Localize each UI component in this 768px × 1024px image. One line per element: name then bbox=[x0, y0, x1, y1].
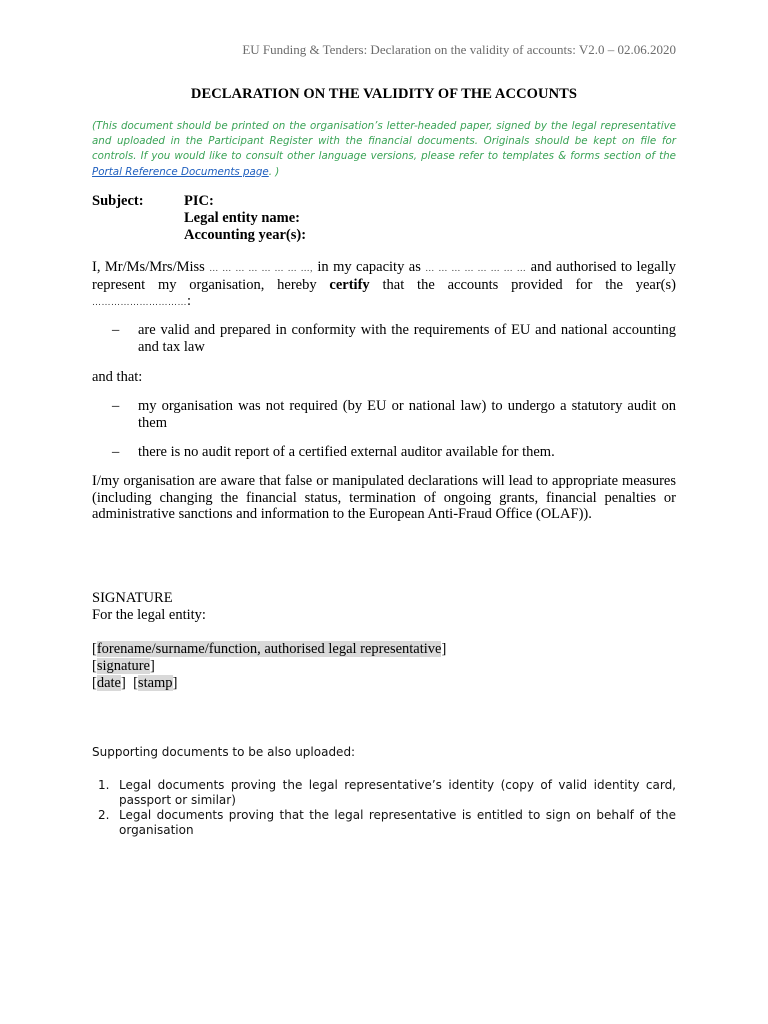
legal-entity-name-field: Legal entity name: bbox=[184, 210, 300, 226]
bullet-audit-text: there is no audit report of a certified external auditor available for them. bbox=[138, 444, 555, 460]
supporting-documents-heading: Supporting documents to be also uploaded: bbox=[92, 745, 356, 759]
awareness-paragraph: I/my organisation are aware that false or manipulated declarations will lead to appropriate measures (including changing the financial status, termination of ongoing grants, financial penalties or administrative sanctions and information to the European Anti-Fraud Office (OLAF)). bbox=[92, 473, 676, 522]
note-text: (This document should be printed on the organisation’s letter-headed paper, signed by the legal representative and uploaded in the Participant Register with the financial documents. Originals should be kept on file for controls. If you would like to consult other language versions, please refer to templates & forms section of the bbox=[92, 120, 676, 163]
name-placeholder: … … … … … … … …, bbox=[209, 263, 313, 273]
list-number: 1. bbox=[98, 778, 110, 792]
capacity-placeholder: … … … … … … … … bbox=[425, 263, 527, 273]
signature-placeholder: signature bbox=[96, 658, 150, 674]
accounting-years-field: Accounting year(s): bbox=[184, 227, 307, 243]
years-placeholder: ………………………… bbox=[92, 297, 187, 307]
page-header: EU Funding & Tenders: Declaration on the validity of accounts: V2.0 – 02.06.2020 bbox=[242, 42, 676, 57]
list-item-text: Legal documents proving that the legal representative is entitled to sign on behalf of the organisation bbox=[119, 808, 676, 837]
subject-label: Subject: bbox=[92, 193, 144, 209]
bullet-dash: – bbox=[112, 398, 120, 414]
declaration-text: and authorised to legally represent my organisation, hereby bbox=[92, 259, 677, 293]
signature-field: [signature] bbox=[92, 658, 155, 674]
bullet-valid-text: are valid and prepared in conformity with the requirements of EU and national accounting and tax law bbox=[138, 322, 676, 355]
declaration-text: in my capacity as bbox=[312, 259, 426, 275]
date-placeholder: date bbox=[96, 675, 121, 691]
declaration-paragraph bbox=[92, 259, 676, 311]
signature-for-legal-entity: For the legal entity: bbox=[92, 607, 206, 623]
document-title: DECLARATION ON THE VALIDITY OF THE ACCOUNTS bbox=[190, 86, 578, 102]
bullet-audit-text: my organisation was not required (by EU or national law) to undergo a statutory audit on them bbox=[138, 398, 676, 431]
bullet-dash: – bbox=[112, 444, 120, 460]
list-number: 2. bbox=[98, 808, 110, 822]
list-item-text: Legal documents proving the legal representative’s identity (copy of valid identity card, passport or similar) bbox=[119, 778, 676, 807]
certify-word: certify bbox=[329, 276, 370, 293]
declaration-text: : bbox=[187, 293, 192, 309]
declaration-text: I, Mr/Ms/Mrs/Miss bbox=[92, 259, 210, 275]
portal-reference-link[interactable]: Portal Reference Documents page bbox=[92, 165, 269, 178]
note-end: . ) bbox=[268, 165, 280, 178]
representative-placeholder: forename/surname/function, authorised legal representative bbox=[96, 641, 442, 657]
declaration-text: that the accounts provided for the year(s) bbox=[369, 276, 676, 293]
stamp-placeholder: stamp bbox=[137, 675, 173, 691]
date-stamp-field: [date] [stamp] bbox=[92, 675, 178, 691]
and-that-text: and that: bbox=[92, 369, 143, 385]
signature-heading: SIGNATURE bbox=[92, 590, 173, 606]
bullet-dash: – bbox=[112, 322, 120, 338]
pic-field: PIC: bbox=[184, 193, 214, 209]
instruction-note bbox=[92, 119, 676, 180]
representative-name-field: [forename/surname/function, authorised legal representative] bbox=[92, 641, 447, 657]
